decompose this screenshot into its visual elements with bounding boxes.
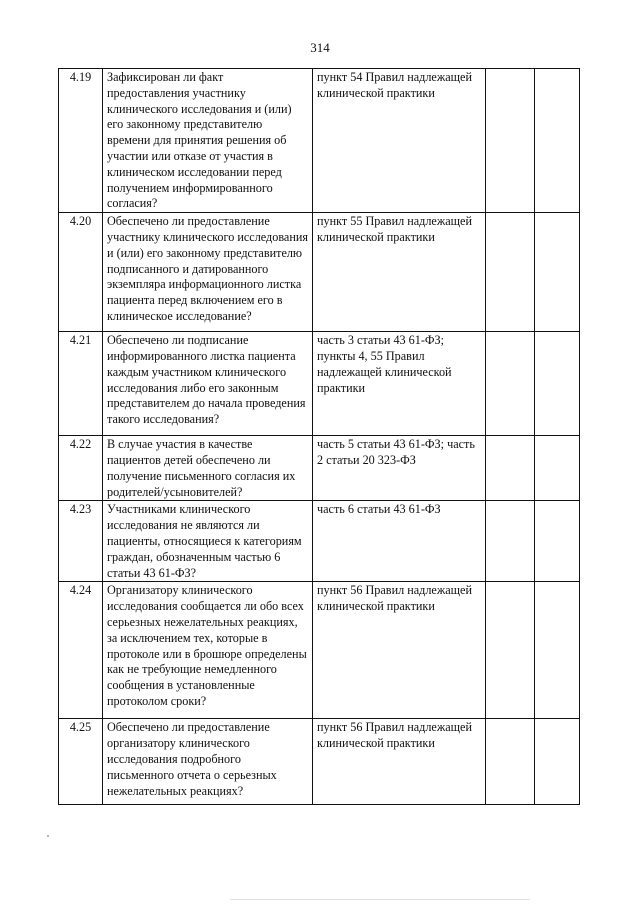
scan-artifact bbox=[230, 899, 530, 900]
checklist-table bbox=[58, 68, 580, 805]
answer-cell-yes bbox=[486, 332, 535, 436]
table-row bbox=[59, 332, 580, 436]
reference-cell: пункт 55 Правил надлежащей клинической практики bbox=[313, 213, 486, 332]
answer-cell-yes bbox=[486, 69, 535, 213]
answer-cell-no bbox=[535, 501, 580, 582]
row-number: 4.25 bbox=[59, 719, 103, 805]
table-row bbox=[59, 719, 580, 805]
answer-cell-no bbox=[535, 436, 580, 501]
reference-cell: часть 6 статьи 43 61-ФЗ bbox=[313, 501, 486, 582]
question-cell: Обеспечено ли предоставление организатору клинического исследования подробного письменного отчета о серьезных нежелательных реакциях? bbox=[103, 719, 313, 805]
answer-cell-no bbox=[535, 582, 580, 719]
table-row bbox=[59, 501, 580, 582]
question-cell: Обеспечено ли предоставление участнику клинического исследования и (или) его законному представителю подписанного и датированного экземпляра информационного листка пациента перед включением его в клиническое исследование? bbox=[103, 213, 313, 332]
row-number: 4.24 bbox=[59, 582, 103, 719]
answer-cell-yes bbox=[486, 719, 535, 805]
reference-cell: пункт 54 Правил надлежащей клинической практики bbox=[313, 69, 486, 213]
reference-cell: пункт 56 Правил надлежащей клинической практики bbox=[313, 719, 486, 805]
answer-cell-yes bbox=[486, 436, 535, 501]
question-cell: Зафиксирован ли факт предоставления участнику клинического исследования и (или) его законному представителю времени для принятия решения об участии или отказе от участия в клиническом исследовании перед получением информированного согласия? bbox=[103, 69, 313, 213]
scan-artifact bbox=[47, 835, 49, 837]
row-number: 4.19 bbox=[59, 69, 103, 213]
row-number: 4.20 bbox=[59, 213, 103, 332]
reference-cell: часть 5 статьи 43 61-ФЗ; часть 2 статьи 20 323-ФЗ bbox=[313, 436, 486, 501]
table-row bbox=[59, 69, 580, 213]
question-cell: Обеспечено ли подписание информированного листка пациента каждым участником клинического исследования либо его законным представителем до начала проведения такого исследования? bbox=[103, 332, 313, 436]
question-cell: В случае участия в качестве пациентов детей обеспечено ли получение письменного согласия их родителей/усыновителей? bbox=[103, 436, 313, 501]
row-number: 4.23 bbox=[59, 501, 103, 582]
question-cell: Организатору клинического исследования сообщается ли обо всех серьезных нежелательных реакциях, за исключением тех, которые в протоколе или в брошюре определены как не требующие немедленного сообщения в установленные протоколом сроки? bbox=[103, 582, 313, 719]
answer-cell-yes bbox=[486, 582, 535, 719]
table-row bbox=[59, 436, 580, 501]
reference-cell: пункт 56 Правил надлежащей клинической практики bbox=[313, 582, 486, 719]
row-number: 4.21 bbox=[59, 332, 103, 436]
answer-cell-yes bbox=[486, 213, 535, 332]
answer-cell-no bbox=[535, 69, 580, 213]
page-number: 314 bbox=[310, 40, 330, 55]
row-number: 4.22 bbox=[59, 436, 103, 501]
table-row bbox=[59, 582, 580, 719]
answer-cell-no bbox=[535, 719, 580, 805]
answer-cell-yes bbox=[486, 501, 535, 582]
answer-cell-no bbox=[535, 213, 580, 332]
question-cell: Участниками клинического исследования не являются ли пациенты, относящиеся к категориям граждан, обозначенным частью 6 статьи 43 61-ФЗ? bbox=[103, 501, 313, 582]
reference-cell: часть 3 статьи 43 61-ФЗ; пункты 4, 55 Правил надлежащей клинической практики bbox=[313, 332, 486, 436]
table-row bbox=[59, 213, 580, 332]
answer-cell-no bbox=[535, 332, 580, 436]
